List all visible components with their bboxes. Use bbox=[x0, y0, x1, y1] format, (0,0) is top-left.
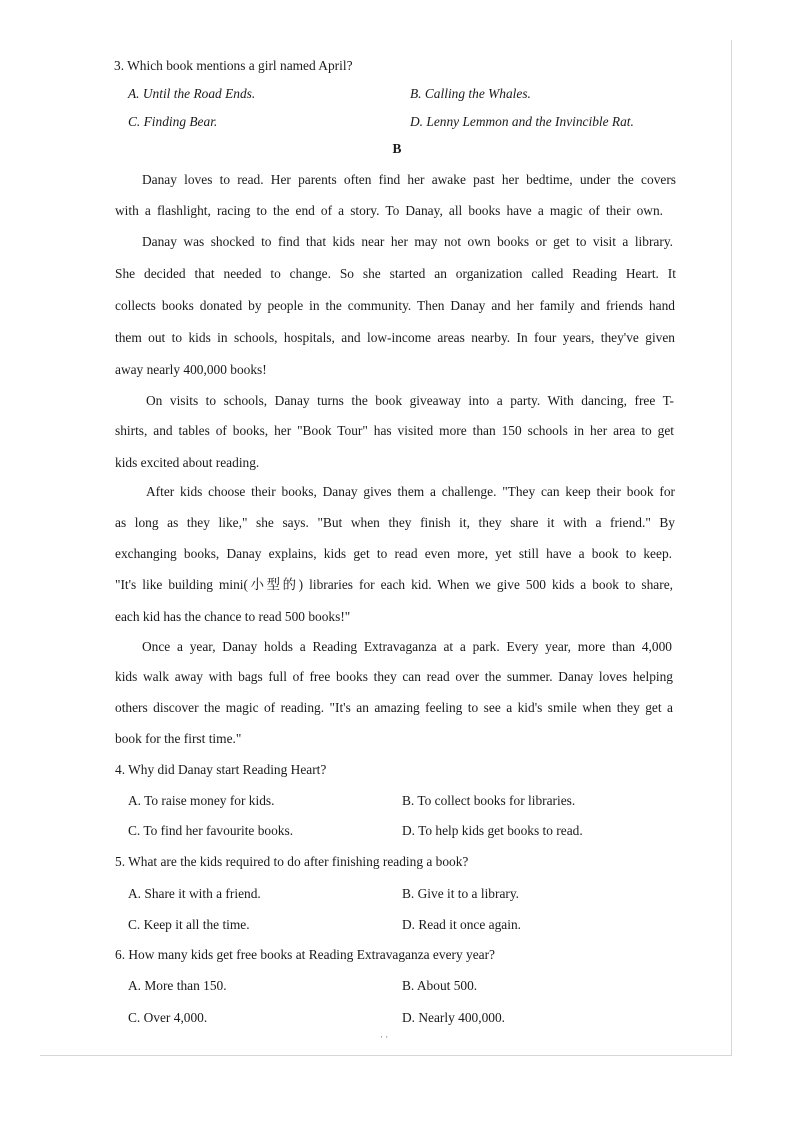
q3-option-c: C. Finding Bear. bbox=[128, 114, 218, 129]
page-mark: · · bbox=[380, 1032, 389, 1042]
passage-line: with a flashlight, racing to the end of a story. To Danay, all books have a magic of their own. bbox=[115, 203, 663, 218]
q5-option-d: D. Read it once again. bbox=[402, 917, 521, 932]
passage-line: kids walk away with bags full of free books they can read over the summer. Danay loves helping bbox=[115, 669, 673, 684]
q6-stem: 6. How many kids get free books at Reading Extravaganza every year? bbox=[115, 947, 495, 962]
passage-line: "It's like building mini(小型的) libraries for each kid. When we give 500 kids a book to share, bbox=[115, 577, 673, 592]
q6-option-c: C. Over 4,000. bbox=[128, 1010, 208, 1025]
q3-option-a: A. Until the Road Ends. bbox=[128, 86, 256, 101]
passage-line: shirts, and tables of books, her "Book Tour" has visited more than 150 schools in her area to get bbox=[115, 423, 674, 438]
page-edge-right bbox=[731, 40, 732, 1055]
page-edge-bottom bbox=[40, 1055, 732, 1056]
section-label: B bbox=[392, 141, 402, 156]
passage-line: each kid has the chance to read 500 books!" bbox=[115, 609, 351, 624]
q6-option-d: D. Nearly 400,000. bbox=[402, 1010, 506, 1025]
q5-option-a: A. Share it with a friend. bbox=[128, 886, 261, 901]
passage-line: others discover the magic of reading. "It's an amazing feeling to see a kid's smile when they get a bbox=[115, 700, 673, 715]
passage-line: On visits to schools, Danay turns the book giveaway into a party. With dancing, free T- bbox=[146, 393, 674, 408]
q5-option-b: B. Give it to a library. bbox=[402, 886, 520, 901]
passage-line: She decided that needed to change. So she started an organization called Reading Heart. It bbox=[115, 266, 676, 281]
q4-option-b: B. To collect books for libraries. bbox=[402, 793, 576, 808]
passage-line: away nearly 400,000 books! bbox=[115, 362, 267, 377]
q6-option-a: A. More than 150. bbox=[128, 978, 227, 993]
passage-line: collects books donated by people in the community. Then Danay and her family and friends hand bbox=[115, 298, 675, 313]
passage-line: After kids choose their books, Danay gives them a challenge. "They can keep their book for bbox=[146, 484, 675, 499]
q5-option-c: C. Keep it all the time. bbox=[128, 917, 250, 932]
passage-line: them out to kids in schools, hospitals, and low-income areas nearby. In four years, they've given bbox=[115, 330, 675, 345]
q3-stem: 3. Which book mentions a girl named April? bbox=[114, 58, 353, 73]
passage-line: Once a year, Danay holds a Reading Extravaganza at a park. Every year, more than 4,000 bbox=[142, 639, 672, 654]
q4-option-c: C. To find her favourite books. bbox=[128, 823, 294, 838]
q3-option-b: B. Calling the Whales. bbox=[410, 86, 531, 101]
passage-line: kids excited about reading. bbox=[115, 455, 260, 470]
q6-option-b: B. About 500. bbox=[402, 978, 478, 993]
q4-option-a: A. To raise money for kids. bbox=[128, 793, 275, 808]
passage-line: Danay was shocked to find that kids near her may not own books or get to visit a library. bbox=[142, 234, 673, 249]
q3-option-d: D. Lenny Lemmon and the Invincible Rat. bbox=[410, 114, 634, 129]
passage-line: book for the first time." bbox=[115, 731, 242, 746]
q4-stem: 4. Why did Danay start Reading Heart? bbox=[115, 762, 327, 777]
q4-option-d: D. To help kids get books to read. bbox=[402, 823, 583, 838]
passage-line: exchanging books, Danay explains, kids get to read even more, yet still have a book to keep. bbox=[115, 546, 672, 561]
q5-stem: 5. What are the kids required to do after finishing reading a book? bbox=[115, 854, 469, 869]
passage-line: as long as they like," she says. "But when they finish it, they share it with a friend." By bbox=[115, 515, 675, 530]
passage-line: Danay loves to read. Her parents often find her awake past her bedtime, under the covers bbox=[142, 172, 676, 187]
